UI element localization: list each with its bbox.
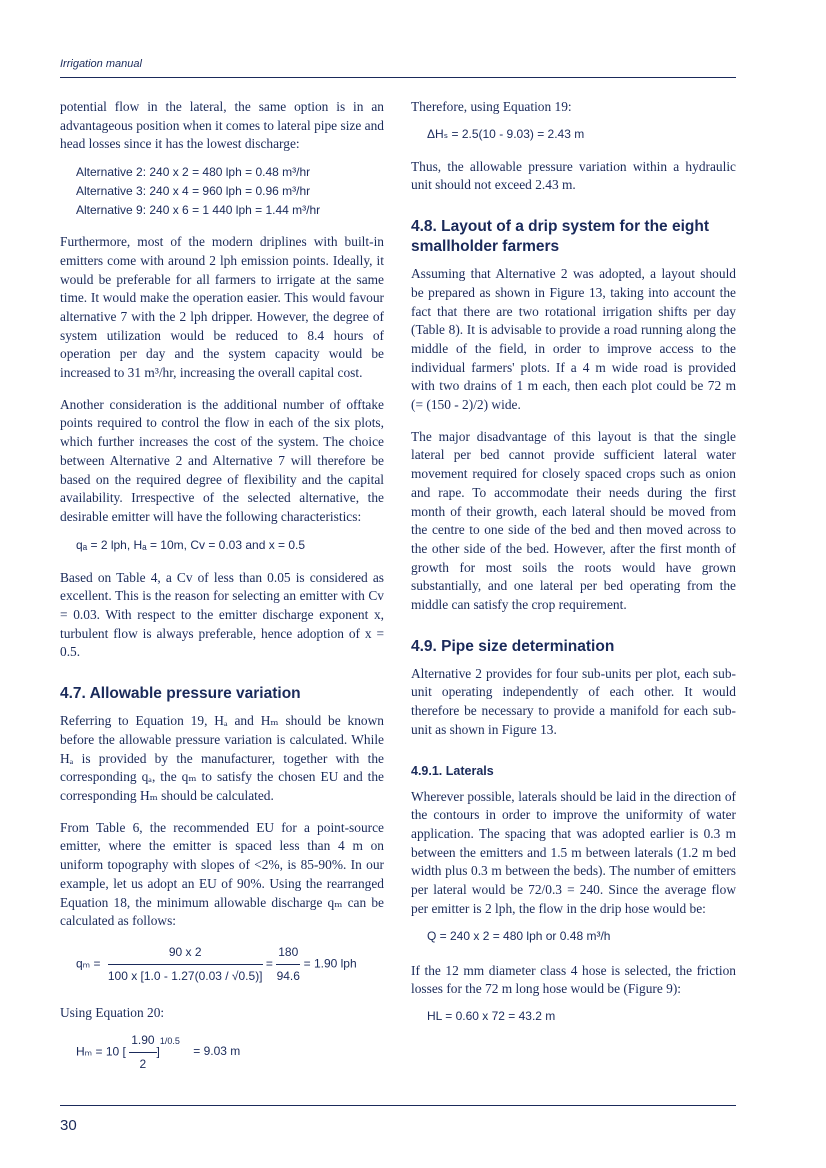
equation-line: HL = 0.60 x 72 = 43.2 m [427,1008,556,1023]
head-loss-equation [427,1007,736,1026]
exponent: 1/0.5 [159,1036,180,1047]
equation-line: qₐ = 2 lph, Hₐ = 10m, Cv = 0.03 and x = 0.5 [76,537,306,552]
page-number: 30 [60,1117,77,1134]
paragraph: Furthermore, most of the modern driplines with built-in emitters come with around 2 lph emission points. Ideally, it would be preferable for all farmers to irrigate at the same time. It would make the operation easier. This would favour alternative 7 with the 2 lph dripper. However, the degree of system utilization would be reduced to 8.4 hours of operation per day and the system capacity would be increased to 31 m³/hr, increasing the overall capital cost. [60,234,384,381]
qm-equation [76,943,384,986]
paragraph: If the 12 mm diameter class 4 hose is selected, the friction losses for the 72 m long hose would be (Figure 9): [411,962,736,997]
fraction-denominator: 94.6 [276,968,300,983]
paragraph: Wherever possible, laterals should be laid in the direction of the contours in order to improve the uniformity of water application. The spacing that was adopted earlier is 0.3 m between the emitters and 1.5 m between laterals (1.2 m bed width plus 0.3 m between the beds). The number of emitters per lateral would be 72/0.3 = 240. Since the average flow per emitter is 2 lph, the flow in the drip hose would be: [411,788,736,916]
paragraph: Thus, the allowable pressure variation within a hydraulic unit should not exceed 2.43 m. [411,158,736,193]
paragraph: Another consideration is the additional number of offtake points required to control the flow in each of the six plots, which further increases the cost of the system. The choice between Alternative 2 and Alternative 7 will therefore be based on the required degree of flexibility and the capital availability. Irrespective of the selected alternative, the desirable emitter will have the following characteristics: [60,396,384,524]
subsection-heading: 4.9.1. Laterals [411,763,494,778]
bracket: ] [156,1044,160,1059]
fraction [108,943,263,986]
paragraph: Referring to Equation 19, Hₐ and Hₘ should be known before the allowable pressure variation is calculated. While Hₐ is provided by the manufacturer, together with the corresponding qₐ, the qₘ to satisfy the chosen EU and the corresponding Hₘ should be calculated. [60,713,384,803]
header-rule [60,77,736,78]
paragraph: potential flow in the lateral, the same option is in an advantageous position when it comes to lateral pipe size and head losses since it has the lowest discharge: [60,99,384,152]
fraction [276,943,300,986]
alternatives-equations [76,163,384,220]
equation-line: Q = 240 x 2 = 480 lph or 0.48 m³/h [427,928,611,943]
running-header: Irrigation manual [60,58,142,70]
paragraph: The major disadvantage of this layout is that the single lateral per bed cannot provide sufficient lateral water movement required for closely spaced crops such as onion and rape. To accommodate their needs during the first month of their growth, each lateral should be moved from the centre to one side of the bed and then moved across to the other side of the bed. However, after the first month of growth for most soils the roots would have grown substantially, and one lateral per bed operating from the middle can satisfy the crop requirement. [411,428,736,613]
footer-rule [60,1105,736,1106]
hm-equation [76,1031,384,1074]
equation-line: Alternative 2: 240 x 2 = 480 lph = 0.48 m³/hr [76,165,311,180]
delta-h-equation [427,125,736,144]
equals-sign: = [265,956,273,971]
equation-lhs: qₘ = [76,956,101,971]
section-heading: 4.8. Layout of a drip system for the eight smallholder farmers [411,218,709,256]
fraction-numerator: 180 [276,943,300,965]
fraction [129,1031,156,1074]
section-heading: 4.7. Allowable pressure variation [60,685,301,703]
flow-equation [427,927,736,946]
paragraph: Alternative 2 provides for four sub-units per plot, each sub-unit operating independently of each other. It would therefore be necessary to provide a manifold for each sub-unit as shown in Figure 13. [411,665,736,737]
fraction-numerator: 1.90 [129,1031,156,1053]
fraction-numerator: 90 x 2 [108,943,263,965]
equation-lhs: Hₘ = 10 [ [76,1044,126,1059]
left-column [60,98,384,1074]
paragraph: Based on Table 4, a Cv of less than 0.05 is considered as excellent. This is the reason for selecting an emitter with Cv = 0.03. With respect to the emitter discharge exponent x, turbulent flow is always preferable, hence adoption of x = 0.5. [60,569,384,660]
right-column [411,98,736,1026]
equation-result: = 1.90 lph [303,956,357,971]
paragraph: Therefore, using Equation 19: [411,99,572,114]
equation-line: Alternative 9: 240 x 6 = 1 440 lph = 1.44 m³/hr [76,203,321,218]
emitter-equation [76,536,384,555]
equation-line: Alternative 3: 240 x 4 = 960 lph = 0.96 m³/hr [76,184,311,199]
section-heading: 4.9. Pipe size determination [411,637,615,655]
paragraph: From Table 6, the recommended EU for a point-source emitter, where the emitter is spaced less than 4 m on uniform topography with slopes of <2%, is 85-90%. In our example, let us adopt an EU of 90%. Using the rearranged Equation 18, the minimum allowable discharge qₘ can be calculated as follows: [60,819,384,929]
fraction-denominator: 100 x [1.0 - 1.27(0.03 / √0.5)] [107,968,263,983]
equation-result: = 9.03 m [193,1044,241,1059]
paragraph: Assuming that Alternative 2 was adopted, a layout should be prepared as shown in Figure 13, taking into account the fact that there are two rotational irrigation shifts per day (Table 8). It is advisable to provide a road running along the middle of the field, in order to improve access to the individual farmers' plots. If a 4 m wide road is provided with two drains of 1 m each, then each plot could be 72 m (= (150 - 2)/2) wide. [411,266,736,413]
equation-line: ΔHₛ = 2.5(10 - 9.03) = 2.43 m [427,126,585,141]
paragraph: Using Equation 20: [60,1004,165,1020]
fraction-denominator: 2 [139,1056,147,1071]
